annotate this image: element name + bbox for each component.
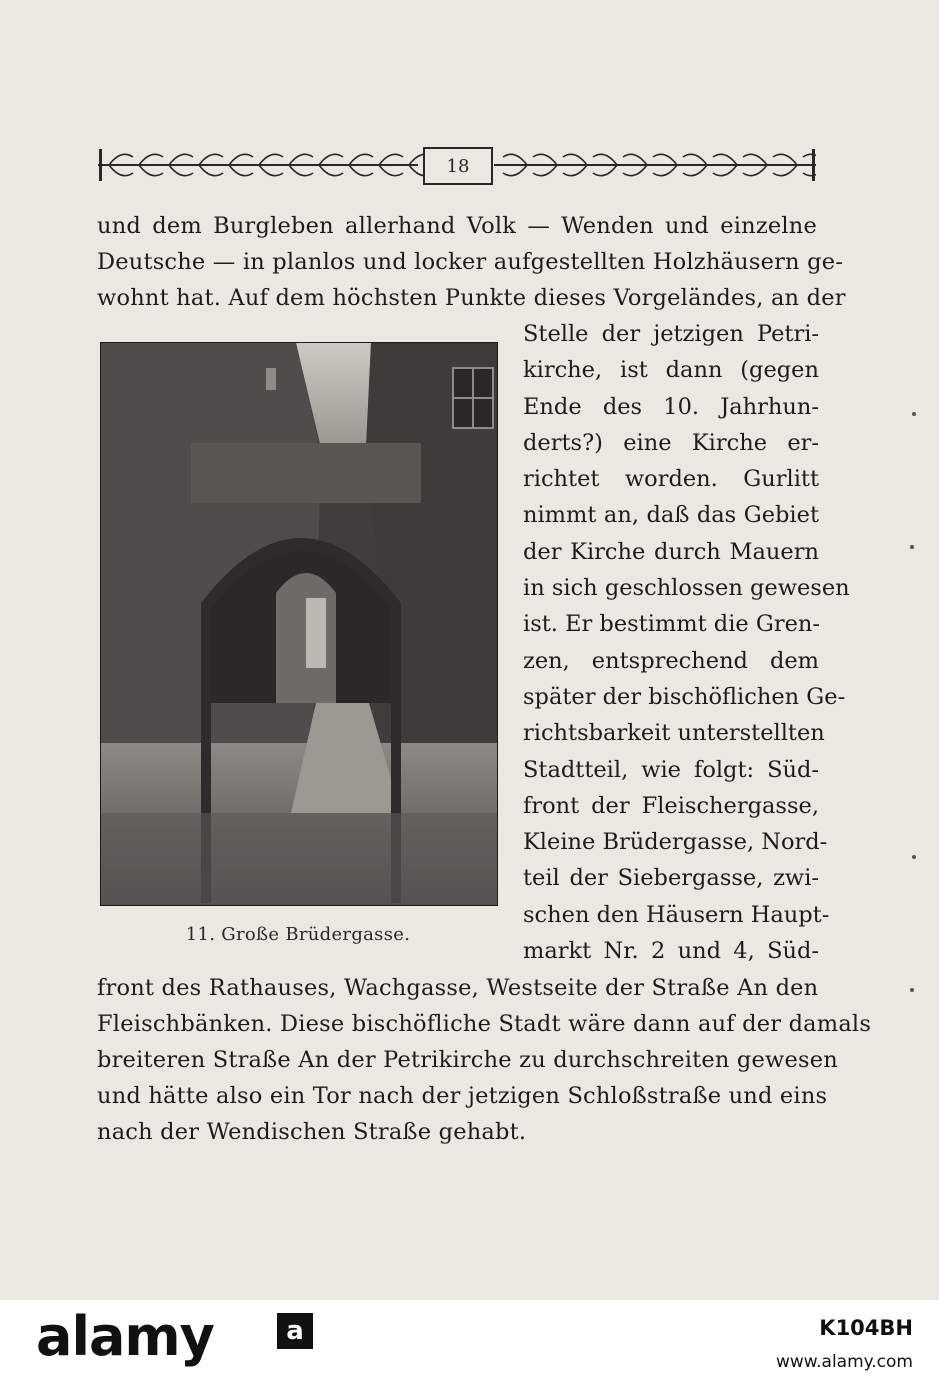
laurel-leaf-icon [623,154,647,165]
text-line: Kleine Brüdergasse, Nord- [523,829,828,856]
laurel-leaf-icon [683,154,707,165]
laurel-leaf-icon [319,154,343,165]
laurel-leaf-icon [653,165,677,176]
text-line: zen, entsprechend dem [523,647,819,674]
text-line: später der bischöflichen Ge- [523,683,846,710]
watermark-url: www.alamy.com [775,1352,913,1372]
text-line: richtet worden. Gurlitt [523,466,819,493]
laurel-leaf-icon [563,154,587,165]
text-line: front der Fleischergasse, [523,792,819,819]
street-photograph [100,342,498,906]
laurel-leaf-icon [169,154,193,165]
laurel-leaf-icon [349,154,373,165]
text-line: Stelle der jetzigen Petri- [523,321,819,347]
laurel-leaf-icon [109,154,133,165]
laurel-leaf-icon [593,154,617,165]
laurel-leaf-icon [259,154,283,165]
paragraph-beside-figure [523,316,850,969]
laurel-leaf-icon [199,154,223,165]
laurel-leaf-icon [379,154,403,165]
laurel-leaf-icon [593,165,617,176]
text-line: front des Rathauses, Wachgasse, Westseite der Straße An den [97,975,819,1001]
laurel-leaf-icon [289,165,313,176]
laurel-leaf-icon [743,154,767,165]
figure-caption: 11. Große Brüdergasse. [185,924,411,945]
text-line: Ende des 10. Jahrhun- [523,393,819,420]
laurel-leaf-icon [229,154,253,165]
text-line: nach der Wendischen Straße gehabt. [97,1119,527,1145]
laurel-leaf-icon [533,154,557,165]
laurel-leaf-icon [743,165,767,176]
laurel-leaf-icon [713,154,737,165]
text-line: der Kirche durch Mauern [523,538,819,565]
laurel-leaf-icon [653,154,677,165]
laurel-leaf-icon [259,165,283,176]
alamy-logo [36,1305,214,1368]
text-line: markt Nr. 2 und 4, Süd- [523,938,819,965]
laurel-leaf-icon [379,165,403,176]
brand-text: alamy [36,1305,214,1368]
text-line: und dem Burgleben allerhand Volk — Wenden und einzelne [97,213,817,239]
laurel-leaf-icon [199,165,223,176]
text-line: teil der Siebergasse, zwi- [523,865,819,892]
text-line: und hätte also ein Tor nach der jetzigen Schloßstraße und eins [97,1083,828,1109]
laurel-leaf-icon [623,165,647,176]
laurel-leaf-icon [139,154,163,165]
text-line: wohnt hat. Auf dem höchsten Punkte dieses Vorgeländes, an der [97,285,846,311]
text-line: nimmt an, daß das Gebiet [523,502,819,529]
laurel-leaf-icon [503,154,527,165]
laurel-leaf-icon [319,165,343,176]
text-line: ist. Er bestimmt die Gren- [523,611,820,638]
page-speck [912,855,916,859]
text-line: richtsbarkeit unterstellten [523,720,825,747]
image-id: K104BH [819,1316,913,1340]
laurel-leaf-icon [229,165,253,176]
laurel-leaf-icon [713,165,737,176]
page-header-ornament [98,145,816,185]
text-line: derts?) eine Kirche er- [523,429,819,456]
text-line: Deutsche — in planlos und locker aufgestellten Holzhäusern ge- [97,249,844,275]
text-line: kirche, ist dann (gegen [523,357,819,384]
laurel-leaf-icon [773,165,797,176]
laurel-leaf-icon [563,165,587,176]
page-number: 18 [423,147,493,185]
laurel-leaf-icon [349,165,373,176]
laurel-leaf-icon [773,154,797,165]
laurel-leaf-icon [109,165,133,176]
paragraph-top [97,208,846,316]
text-line: schen den Häusern Haupt- [523,901,830,928]
laurel-leaf-icon [169,165,193,176]
laurel-leaf-icon [683,165,707,176]
page-speck [910,545,914,549]
laurel-leaf-icon [503,165,527,176]
page-speck [910,988,914,992]
text-line: Stadtteil, wie folgt: Süd- [523,756,819,783]
paragraph-bottom [97,970,872,1150]
page-speck [912,412,916,416]
text-line: breiteren Straße An der Petrikirche zu durchschreiten gewesen [97,1047,838,1073]
text-line: Fleischbänken. Diese bischöfliche Stadt wäre dann auf der damals [97,1011,872,1037]
laurel-leaf-icon [289,154,313,165]
text-line: in sich geschlossen gewesen [523,575,850,602]
laurel-leaf-icon [139,165,163,176]
alamy-a-logo-icon: a [277,1313,313,1349]
laurel-leaf-icon [533,165,557,176]
